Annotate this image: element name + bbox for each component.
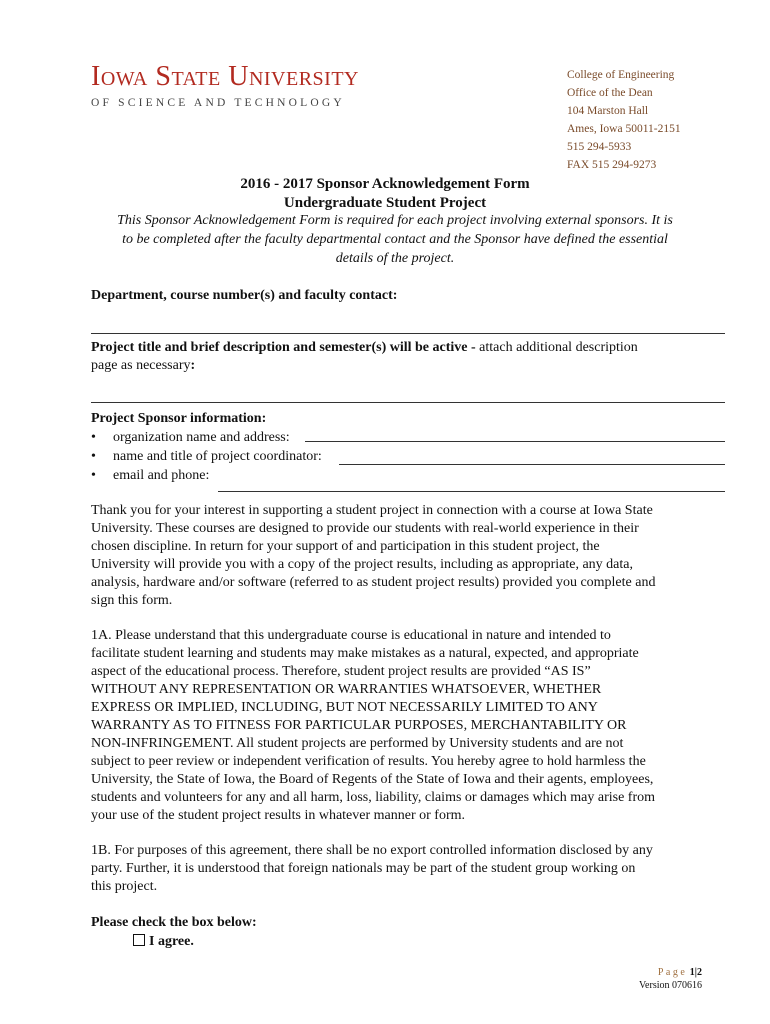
intro-line: details of the project. <box>335 251 455 266</box>
project-label-line2 <box>91 357 195 375</box>
project-label <box>91 339 711 357</box>
paragraph-line: sign this form. <box>91 593 173 608</box>
university-logo: Iowa State University <box>91 61 359 92</box>
intro-line: This Sponsor Acknowledgement Form is required for each project involving external sponsors. It is <box>117 213 673 228</box>
intro-text <box>88 211 702 268</box>
agree-label: I agree. <box>149 934 194 949</box>
department-label: Department, course number(s) and faculty contact: <box>91 288 398 303</box>
paragraph-line: party. Further, it is understood that foreign nationals may be part of the student group working on <box>91 861 636 876</box>
organization-field-line[interactable] <box>305 441 725 442</box>
sponsor-item-label: name and title of project coordinator: <box>113 449 322 464</box>
sponsor-item-organization <box>91 429 290 447</box>
sponsor-heading: Project Sponsor information: <box>91 411 267 426</box>
project-field-line[interactable] <box>91 402 725 403</box>
paragraph-line: University will provide you with a copy of the project results, including as appropriate, any data, <box>91 557 633 572</box>
thanks-paragraph <box>91 502 701 610</box>
intro-line: to be completed after the faculty departmental contact and the Sponsor have defined the essential <box>122 232 668 247</box>
form-title: 2016 - 2017 Sponsor Acknowledgement Form <box>240 176 530 192</box>
sponsor-item-coordinator <box>91 448 322 466</box>
paragraph-line: your use of the student project results in whatever manner or form. <box>91 808 466 823</box>
paragraph-line: University, the State of Iowa, the Board of Regents of the State of Iowa and their agents, employees, <box>91 772 654 787</box>
page-word: Page <box>657 967 688 978</box>
project-label-colon: : <box>190 358 196 373</box>
paragraph-line: subject to peer review or independent verification of results. You hereby agree to hold harmless the <box>91 754 646 769</box>
page-number <box>639 966 702 979</box>
check-box-prompt: Please check the box below: <box>91 915 257 930</box>
paragraph-line: WITHOUT ANY REPRESENTATION OR WARRANTIES WHATSOEVER, WHETHER <box>91 682 602 697</box>
email-phone-field-line[interactable] <box>218 491 725 492</box>
address-line: 515 294-5933 <box>567 141 632 153</box>
paragraph-line: analysis, hardware and/or software (referred to as student project results) provided you complete and <box>91 575 656 590</box>
paragraph-line: students and volunteers for any and all harm, loss, liability, claims or damages which may arise from <box>91 790 656 805</box>
paragraph-line: NON-INFRINGEMENT. All student projects are performed by University students and are not <box>91 736 624 751</box>
project-label-rest: attach additional description <box>475 340 638 355</box>
paragraph-line: 1A. Please understand that this undergraduate course is educational in nature and intended to <box>91 628 611 643</box>
project-label-cont: page as necessary <box>91 358 191 373</box>
department-field-line[interactable] <box>91 333 725 334</box>
page-total: 2 <box>697 967 702 978</box>
page-footer <box>639 966 702 992</box>
address-line: Ames, Iowa 50011-2151 <box>567 123 681 135</box>
address-line: 104 Marston Hall <box>567 105 649 117</box>
paragraph-line: aspect of the educational process. Therefore, student project results are provided “AS IS” <box>91 664 591 679</box>
clause-1a-paragraph <box>91 627 701 825</box>
address-line: College of Engineering <box>567 69 675 81</box>
paragraph-line: facilitate student learning and students may make mistakes as a natural, expected, and appropriate <box>91 646 639 661</box>
page-separator: | <box>694 967 697 978</box>
checkbox-icon[interactable] <box>133 934 145 946</box>
address-line: FAX 515 294-9273 <box>567 159 657 171</box>
bullet-icon: • <box>91 449 96 464</box>
bullet-icon: • <box>91 430 96 445</box>
version-label: Version 070616 <box>638 980 702 991</box>
agree-checkbox-row[interactable] <box>133 933 194 951</box>
university-tagline: OF SCIENCE AND TECHNOLOGY <box>91 97 345 109</box>
sponsor-item-label: organization name and address: <box>113 430 290 445</box>
project-label-bold: Project title and brief description and semester(s) will be active - <box>91 340 476 355</box>
page-current: 1 <box>689 967 695 978</box>
paragraph-line: Thank you for your interest in supporting a student project in connection with a course at Iowa State <box>91 503 653 518</box>
paragraph-line: EXPRESS OR IMPLIED, INCLUDING, BUT NOT NECESSARILY LIMITED TO ANY <box>91 700 598 715</box>
paragraph-line: WARRANTY AS TO FITNESS FOR PARTICULAR PURPOSES, MERCHANTABILITY OR <box>91 718 627 733</box>
sponsor-item-email <box>91 467 209 485</box>
address-line: Office of the Dean <box>567 87 653 99</box>
coordinator-field-line[interactable] <box>339 464 725 465</box>
paragraph-line: 1B. For purposes of this agreement, there shall be no export controlled information disclosed by any <box>91 843 653 858</box>
paragraph-line: University. These courses are designed to provide our students with real-world experience in their <box>91 521 639 536</box>
paragraph-line: this project. <box>91 879 158 894</box>
paragraph-line: chosen discipline. In return for your support of and participation in this student project, the <box>91 539 600 554</box>
bullet-icon: • <box>91 468 96 483</box>
clause-1b-paragraph <box>91 842 701 896</box>
form-subtitle: Undergraduate Student Project <box>283 195 487 211</box>
dean-office-address <box>567 66 681 174</box>
sponsor-item-label: email and phone: <box>113 468 210 483</box>
